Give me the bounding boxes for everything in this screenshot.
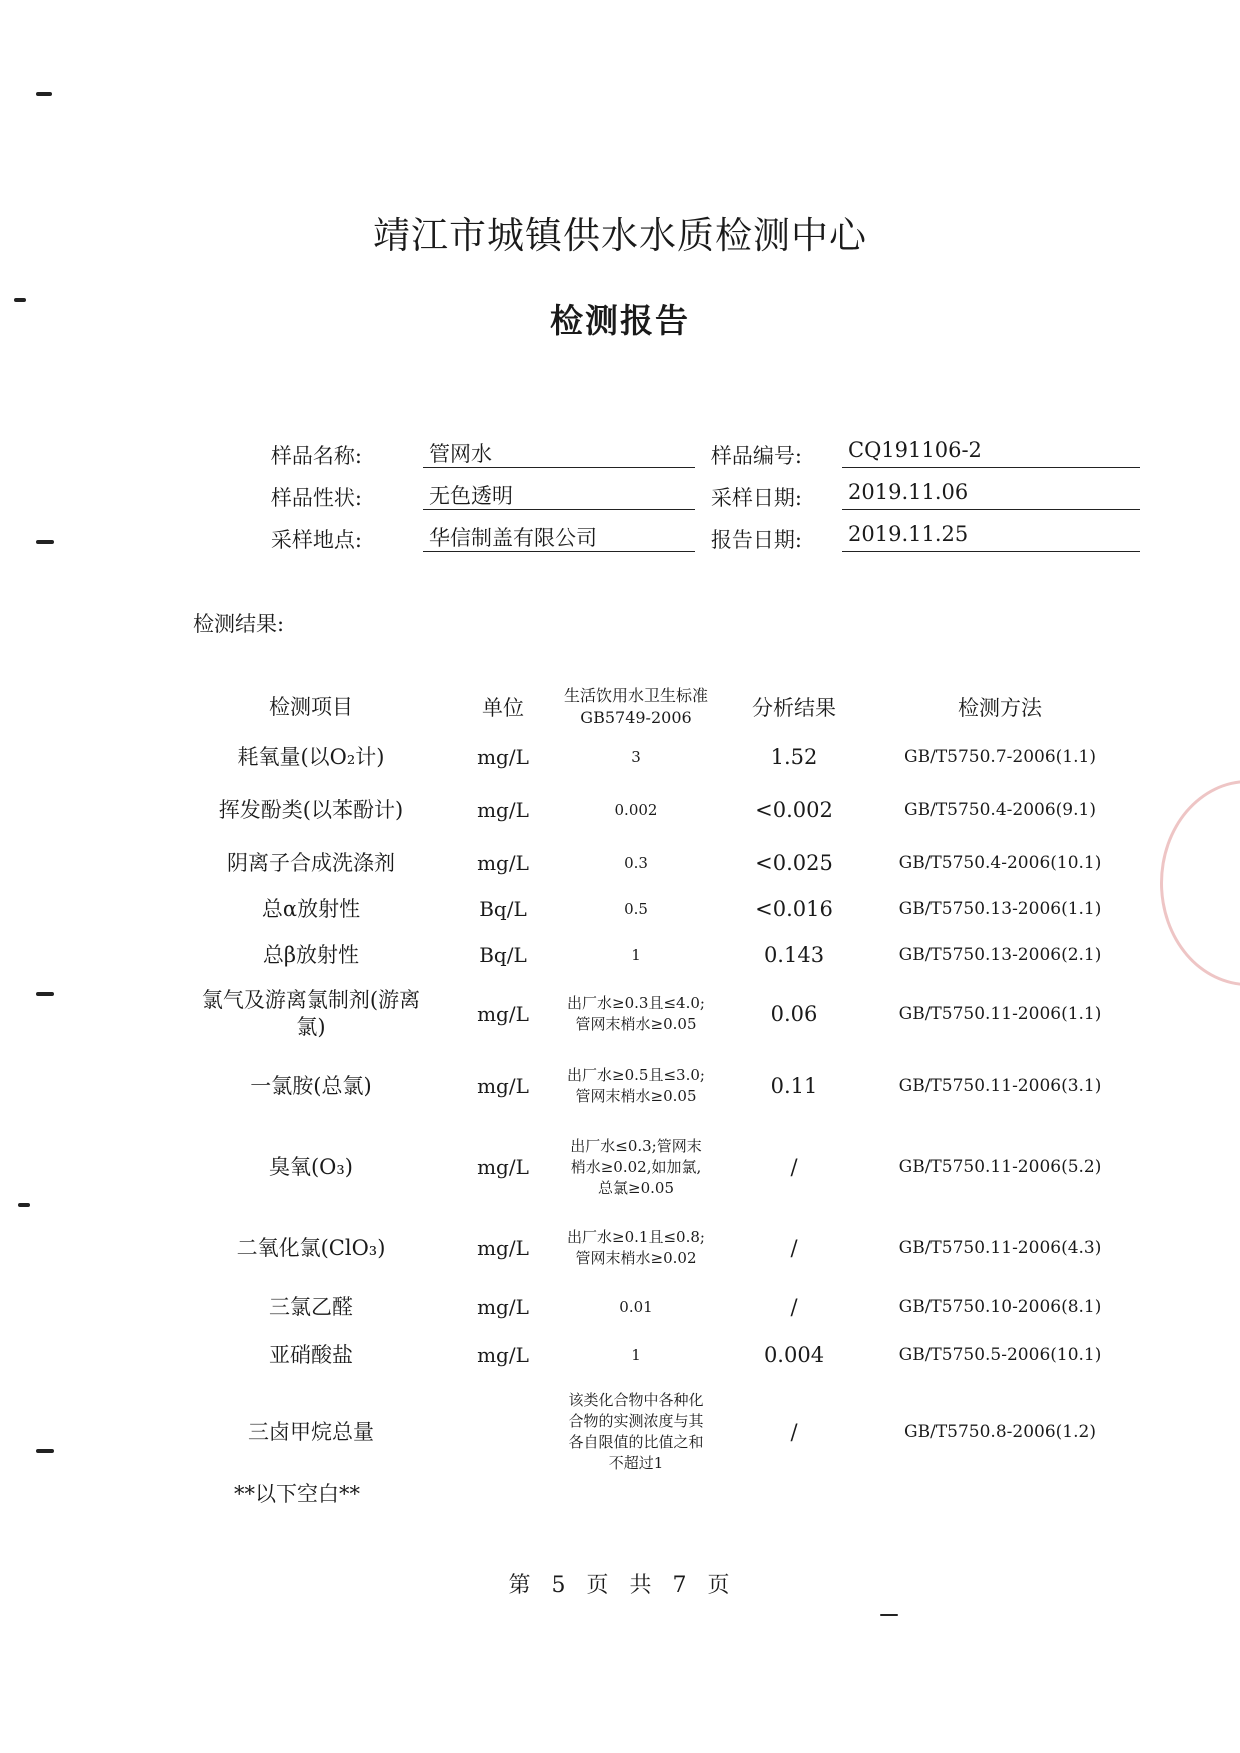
table-row [180, 978, 1120, 1050]
sampling-date-value: 2019.11.06 [842, 480, 1140, 510]
header-item: 检测项目 [269, 694, 353, 719]
item-cell: 一氯胺(总氯) [250, 1073, 372, 1098]
unit-cell: Bq/L [479, 897, 527, 921]
item-cell: 三氯乙醛 [269, 1294, 353, 1319]
method-cell: GB/T5750.11-2006(4.3) [898, 1238, 1102, 1258]
scan-mark [36, 1449, 54, 1453]
unit-cell: mg/L [477, 745, 529, 769]
scan-mark [18, 1203, 30, 1207]
table-row [180, 734, 1120, 780]
item-cell: 耗氧量(以O₂计) [237, 744, 385, 769]
sample-number-label: 样品编号: [710, 444, 802, 468]
results-label: 检测结果: [193, 612, 285, 636]
item-cell: 挥发酚类(以苯酚计) [218, 797, 404, 822]
result-cell: / [790, 1155, 798, 1179]
unit-cell: mg/L [477, 1236, 529, 1260]
table-body [180, 734, 1120, 1484]
unit-cell: mg/L [477, 798, 529, 822]
standard-cell: 3 [631, 747, 641, 766]
scan-mark [36, 992, 54, 996]
standard-cell: 1 [631, 1345, 641, 1364]
result-cell: 0.004 [763, 1343, 825, 1367]
item-cell: 二氧化氯(ClO₃) [236, 1235, 386, 1260]
result-cell: <0.025 [755, 851, 833, 875]
table-row [180, 1330, 1120, 1380]
table-row [180, 840, 1120, 886]
method-cell: GB/T5750.7-2006(1.1) [904, 747, 1096, 767]
table-row [180, 780, 1120, 840]
method-cell: GB/T5750.4-2006(9.1) [904, 800, 1096, 820]
item-cell: 氯气及游离氯制剂(游离氯) [201, 988, 421, 1039]
sample-name-label: 样品名称: [270, 444, 362, 468]
result-cell: 1.52 [770, 745, 818, 769]
standard-cell: 0.01 [619, 1297, 653, 1316]
sampling-location-value: 华信制盖有限公司 [423, 522, 695, 552]
item-cell: 三卤甲烷总量 [248, 1419, 374, 1444]
method-cell: GB/T5750.13-2006(1.1) [898, 899, 1102, 919]
result-cell: / [790, 1295, 798, 1319]
unit-cell: mg/L [477, 1002, 529, 1026]
standard-cell: 1 [631, 945, 641, 964]
table-row [180, 1284, 1120, 1330]
page-number: 第 5 页 共 7 页 [508, 1573, 732, 1598]
table-row [180, 1380, 1120, 1484]
standard-cell: 该类化合物中各种化合物的实测浓度与其各自限值的比值之和不超过1 [568, 1391, 704, 1472]
scan-mark [36, 92, 52, 96]
standard-cell: 0.002 [614, 800, 658, 819]
scan-mark [36, 540, 54, 544]
table-row [180, 1122, 1120, 1212]
item-cell: 阴离子合成洗涤剂 [227, 850, 395, 875]
header-result: 分析结果 [752, 696, 836, 720]
method-cell: GB/T5750.11-2006(1.1) [898, 1004, 1102, 1024]
standard-cell: 0.5 [624, 899, 648, 918]
sample-property-label: 样品性状: [270, 486, 362, 510]
unit-cell: mg/L [477, 1155, 529, 1179]
result-cell: 0.06 [770, 1002, 818, 1026]
unit-cell: mg/L [477, 851, 529, 875]
method-cell: GB/T5750.11-2006(5.2) [898, 1157, 1102, 1177]
method-cell: GB/T5750.8-2006(1.2) [904, 1422, 1096, 1442]
table-row [180, 1212, 1120, 1284]
scan-mark [880, 1614, 898, 1616]
method-cell: GB/T5750.13-2006(2.1) [898, 945, 1102, 965]
result-cell: / [790, 1236, 798, 1260]
table-row [180, 886, 1120, 932]
header-method: 检测方法 [958, 696, 1042, 720]
result-cell: <0.016 [755, 897, 833, 921]
standard-cell: 出厂水≤0.3;管网末梢水≥0.02,如加氯,总氯≥0.05 [570, 1136, 702, 1197]
table-row [180, 1050, 1120, 1122]
unit-cell [442, 1380, 564, 1484]
results-table [180, 680, 1120, 1484]
unit-cell: mg/L [477, 1295, 529, 1319]
result-cell: <0.002 [755, 798, 833, 822]
header-unit: 单位 [482, 696, 524, 720]
org-title: 靖江市城镇供水水质检测中心 [373, 214, 867, 257]
method-cell: GB/T5750.4-2006(10.1) [898, 853, 1102, 873]
result-cell: / [790, 1420, 798, 1444]
red-seal-stamp [1160, 780, 1240, 986]
unit-cell: mg/L [477, 1343, 529, 1367]
report-date-label: 报告日期: [710, 528, 802, 552]
item-cell: 臭氧(O₃) [268, 1154, 354, 1179]
sample-name-value: 管网水 [423, 438, 695, 468]
sampling-location-label: 采样地点: [270, 528, 362, 552]
result-cell: 0.143 [763, 943, 825, 967]
standard-cell: 出厂水≥0.3且≤4.0;管网末梢水≥0.05 [567, 994, 705, 1033]
item-cell: 总α放射性 [261, 896, 361, 921]
report-date-value: 2019.11.25 [842, 522, 1140, 552]
sample-property-value: 无色透明 [423, 480, 695, 510]
result-cell: 0.11 [770, 1074, 818, 1098]
method-cell: GB/T5750.11-2006(3.1) [898, 1076, 1102, 1096]
standard-cell: 出厂水≥0.1且≤0.8;管网末梢水≥0.02 [567, 1228, 705, 1267]
item-cell: 总β放射性 [262, 942, 360, 967]
standard-cell: 0.3 [624, 853, 648, 872]
method-cell: GB/T5750.10-2006(8.1) [898, 1297, 1102, 1317]
header-standard: 生活饮用水卫生标准GB5749-2006 [564, 686, 709, 727]
item-cell: 亚硝酸盐 [269, 1342, 353, 1367]
method-cell: GB/T5750.5-2006(10.1) [898, 1345, 1102, 1365]
table-header [180, 680, 1120, 734]
sampling-date-label: 采样日期: [710, 486, 802, 510]
unit-cell: mg/L [477, 1074, 529, 1098]
standard-cell: 出厂水≥0.5且≤3.0;管网末梢水≥0.05 [567, 1066, 705, 1105]
report-title: 检测报告 [550, 301, 690, 340]
table-row [180, 932, 1120, 978]
unit-cell: Bq/L [479, 943, 527, 967]
sample-number-value: CQ191106-2 [842, 438, 1140, 468]
blank-note: **以下空白** [234, 1482, 360, 1506]
